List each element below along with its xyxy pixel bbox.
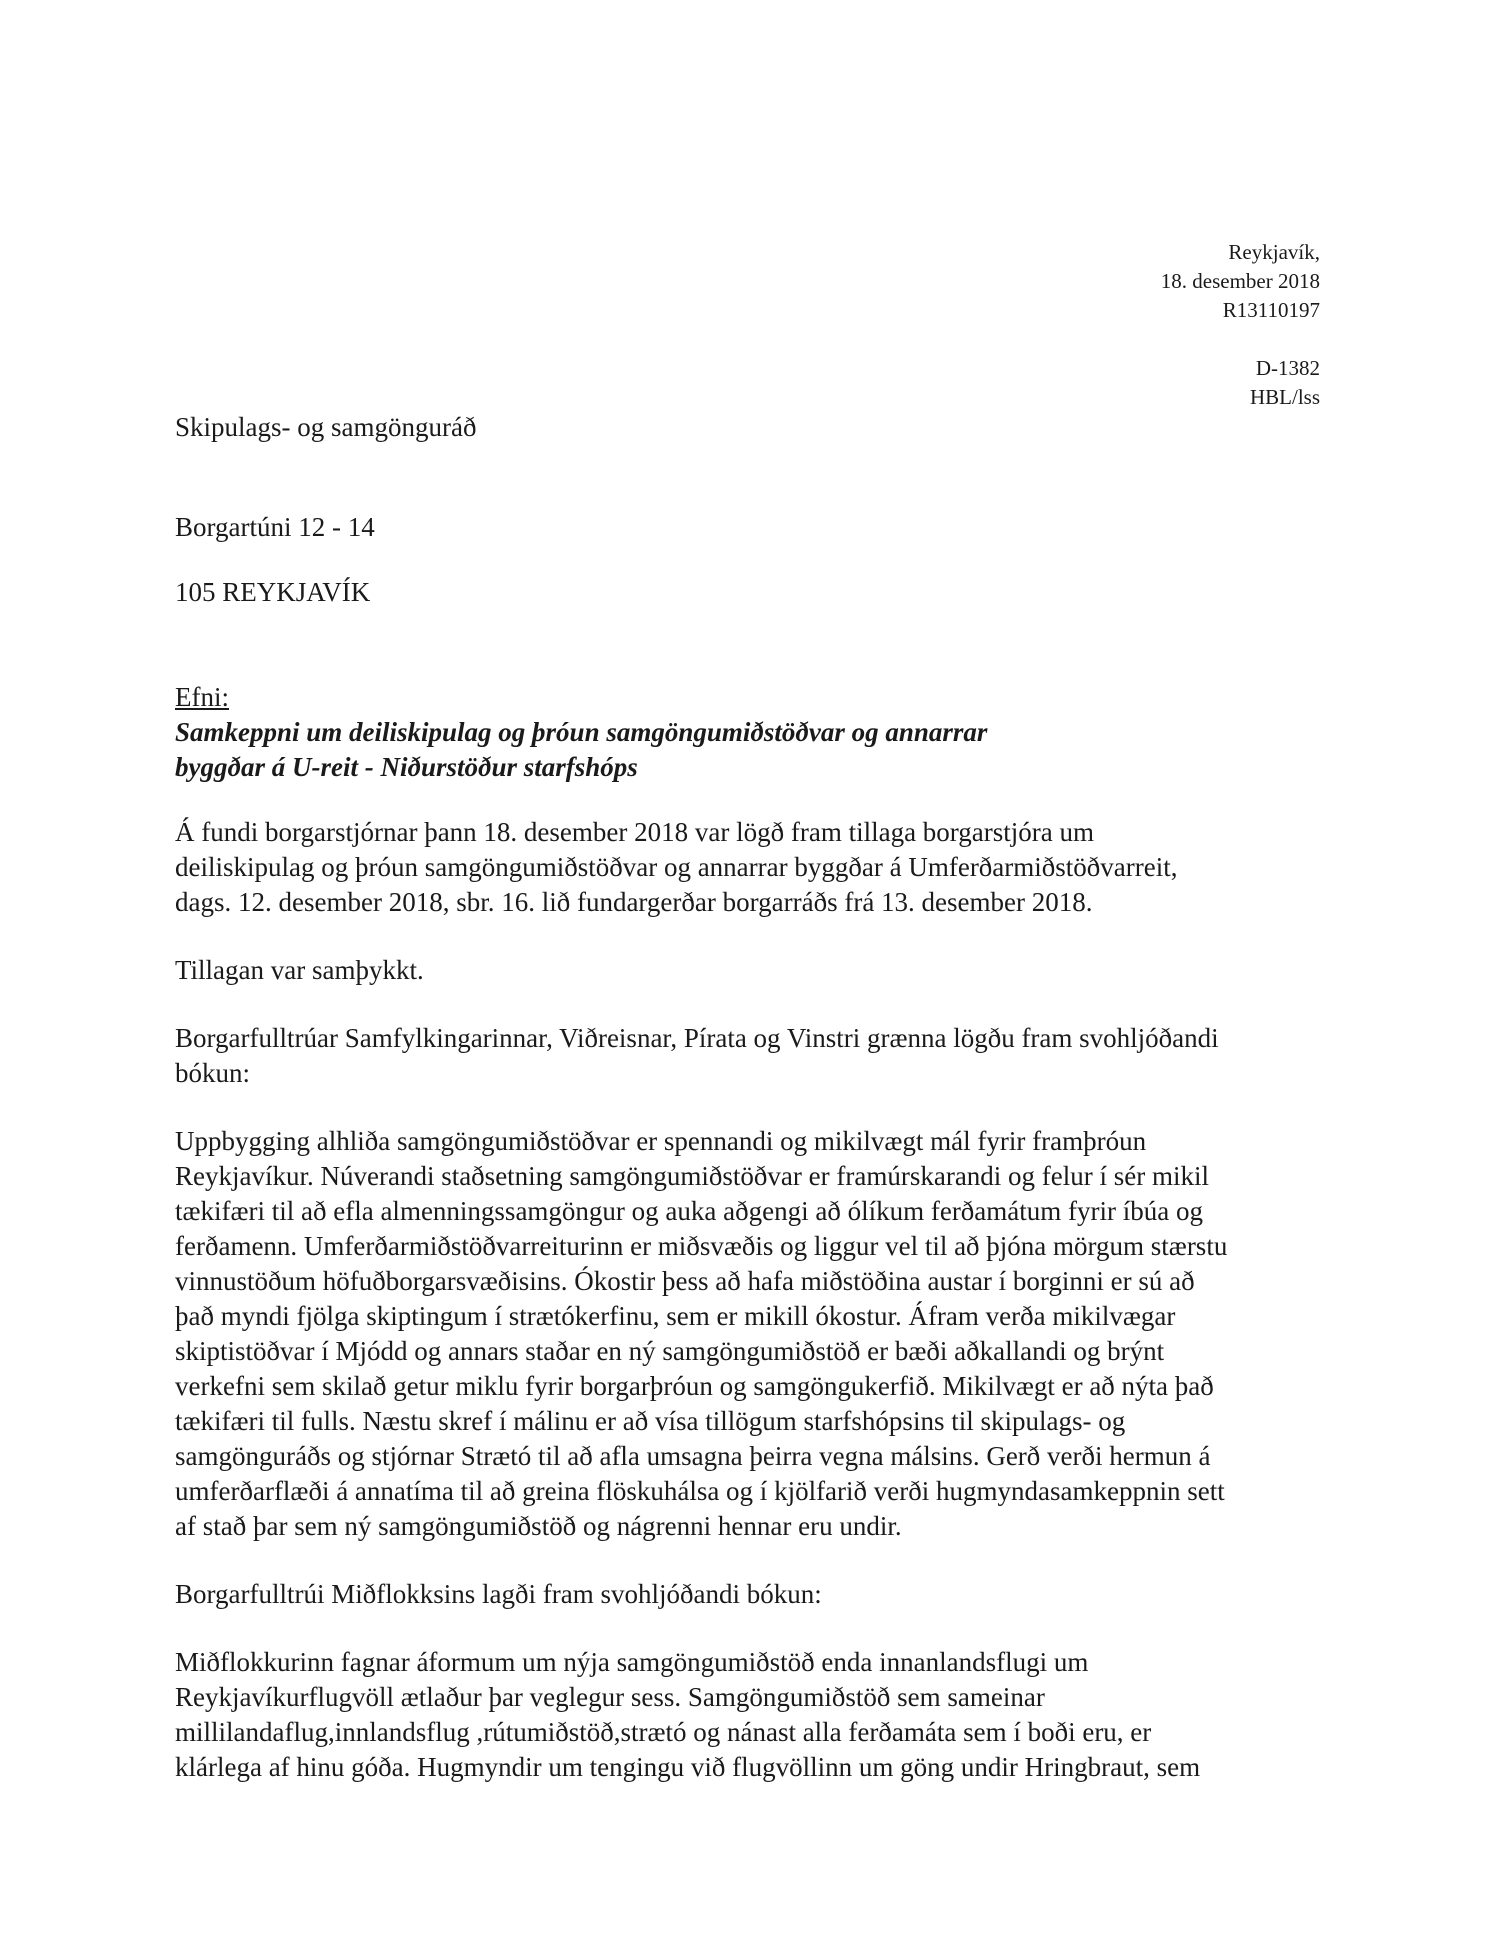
recipient-city: 105 REYKJAVÍK <box>175 577 371 607</box>
text-line: samgönguráðs og stjórnar Strætó til að afla umsagna þeirra vegna málsins. Gerð verði hermun á <box>175 1441 1211 1471</box>
text-line: verkefni sem skilað getur miklu fyrir borgarþróun og samgöngukerfið. Mikilvægt er að nýta það <box>175 1371 1214 1401</box>
text-line: tækifæri til að efla almenningssamgöngur og auka aðgengi að ólíkum ferðamátum fyrir íbúa og <box>175 1196 1203 1226</box>
text-line: Borgarfulltrúar Samfylkingarinnar, Viðreisnar, Pírata og Vinstri grænna lögðu fram svohljóðandi <box>175 1023 1219 1053</box>
header-case-number: D-1382 <box>1255 356 1320 380</box>
letter-body <box>175 815 1335 1818</box>
text-line: klárlega af hinu góða. Hugmyndir um tengingu við flugvöllinn um göng undir Hringbraut, sem <box>175 1752 1201 1782</box>
text-line: Reykjavíkurflugvöll ætlaður þar veglegur sess. Samgöngumiðstöð sem sameinar <box>175 1682 1045 1712</box>
text-line: ferðamenn. Umferðarmiðstöðvarreiturinn er miðsvæðis og liggur vel til að þjóna mörgum stærstu <box>175 1231 1228 1261</box>
text-line: umferðarflæði á annatíma til að greina flöskuhálsa og í kjölfarið verði hugmyndasamkeppnin sett <box>175 1476 1225 1506</box>
text-line: Uppbygging alhliða samgöngumiðstöðvar er spennandi og mikilvægt mál fyrir framþróun <box>175 1126 1147 1156</box>
paragraph-majority-intro <box>175 1021 1335 1091</box>
header-initials: HBL/lss <box>1249 385 1320 409</box>
text-line: Miðflokkurinn fagnar áformum um nýja samgöngumiðstöð enda innanlandsflugi um <box>175 1647 1089 1677</box>
header-city: Reykjavík, <box>1228 240 1320 264</box>
header-reference: R13110197 <box>1222 298 1320 322</box>
subject-title-line1: Samkeppni um deiliskipulag og þróun samgöngumiðstöðvar og annarrar <box>175 717 988 747</box>
paragraph-approved <box>175 953 1335 988</box>
text-line: vinnustöðum höfuðborgarsvæðisins. Ókostir þess að hafa miðstöðina austar í borginni er sú að <box>175 1266 1195 1296</box>
text-line: það myndi fjölga skiptingum í strætókerfinu, sem er mikill ókostur. Áfram verða mikilvægar <box>175 1301 1176 1331</box>
header-date: 18. desember 2018 <box>1160 269 1320 293</box>
text-line: af stað þar sem ný samgöngumiðstöð og nágrenni hennar eru undir. <box>175 1511 902 1541</box>
recipient-name: Skipulags- og samgönguráð <box>175 412 477 442</box>
text-line: skiptistöðvar í Mjódd og annars staðar en ný samgöngumiðstöð er bæði aðkallandi og brýnt <box>175 1336 1165 1366</box>
text-line: tækifæri til fulls. Næstu skref í málinu er að vísa tillögum starfshópsins til skipulags- og <box>175 1406 1126 1436</box>
subject-title-line2: byggðar á U-reit - Niðurstöður starfshóps <box>175 752 638 782</box>
text-line: Á fundi borgarstjórnar þann 18. desember 2018 var lögð fram tillaga borgarstjóra um <box>175 817 1095 847</box>
text-line: Tillagan var samþykkt. <box>175 955 424 985</box>
paragraph-majority-statement <box>175 1124 1335 1544</box>
recipient-street: Borgartúni 12 - 14 <box>175 512 375 542</box>
paragraph-centre-party-statement <box>175 1645 1335 1785</box>
subject-block <box>175 680 1335 785</box>
text-line: Borgarfulltrúi Miðflokksins lagði fram svohljóðandi bókun: <box>175 1579 822 1609</box>
letter-header <box>1161 238 1320 412</box>
text-line: Reykjavíkur. Núverandi staðsetning samgöngumiðstöðvar er framúrskarandi og felur í sér mikil <box>175 1161 1210 1191</box>
text-line: dags. 12. desember 2018, sbr. 16. lið fundargerðar borgarráðs frá 13. desember 2018. <box>175 887 1093 917</box>
text-line: bókun: <box>175 1058 251 1088</box>
paragraph-centre-party-intro <box>175 1577 1335 1612</box>
text-line: millilandaflug,innlandsflug ,rútumiðstöð,strætó og nánast alla ferðamáta sem í boði eru, er <box>175 1717 1152 1747</box>
subject-label: Efni: <box>175 682 229 712</box>
paragraph-meeting <box>175 815 1335 920</box>
text-line: deiliskipulag og þróun samgöngumiðstöðvar og annarrar byggðar á Umferðarmiðstöðvarreit, <box>175 852 1178 882</box>
